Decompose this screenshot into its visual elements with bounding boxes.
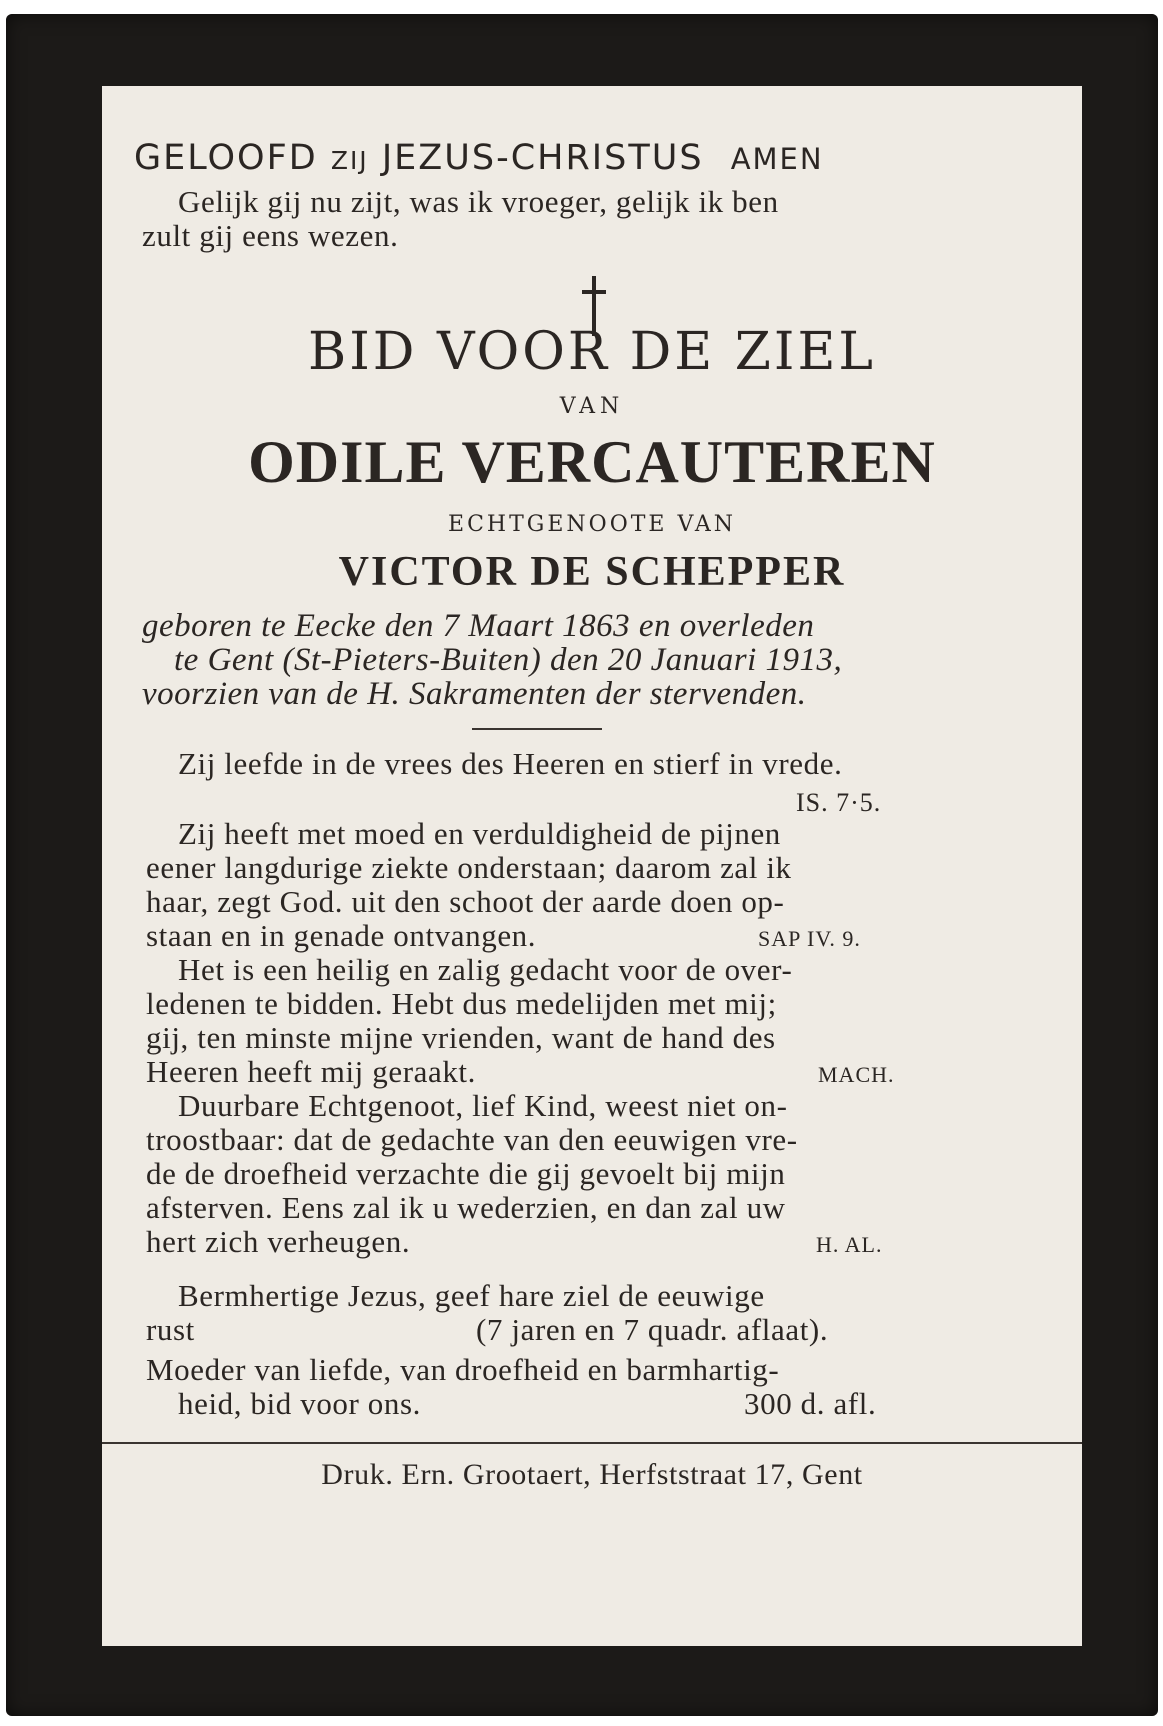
header-line-1	[134, 138, 824, 178]
title-van: VAN	[559, 394, 625, 419]
verse-4-line-3: de de droefheid verzachte die gij gevoelt bij mijn	[146, 1156, 786, 1191]
prayer-2-indulgence: 300 d. afl.	[744, 1386, 877, 1421]
verse-3-reference: MACH.	[818, 1062, 895, 1087]
verse-3-line-3: gij, ten minste mijne vrienden, want de hand des	[146, 1020, 776, 1055]
memorial-card-border	[6, 14, 1158, 1716]
prayer-1-indulgence: (7 jaren en 7 quadr. aflaat).	[476, 1312, 829, 1347]
deceased-name: ODILE VERCAUTEREN	[248, 429, 936, 495]
verse-2-reference: SAP IV. 9.	[758, 926, 861, 951]
prayer-1-line-2a: rust	[146, 1312, 195, 1347]
title-bid-voor-de-ziel: BID VOOR DE ZIEL	[308, 322, 876, 382]
header-geloofd: GELOOFD	[134, 138, 318, 178]
printer-imprint: Druk. Ern. Grootaert, Herfststraat 17, Gent	[321, 1458, 863, 1491]
spouse-name: VICTOR DE SCHEPPER	[338, 549, 846, 595]
verse-4-reference: H. AL.	[816, 1232, 883, 1257]
verse-4-line-2: troostbaar: dat de gedachte van den eeuwigen vre-	[146, 1122, 798, 1157]
bio-line-3: voorzien van de H. Sakramenten der stervenden.	[142, 676, 807, 712]
header-line-3: zult gij eens wezen.	[142, 218, 399, 253]
header-line-2: Gelijk gij nu zijt, was ik vroeger, gelijk ik ben	[178, 184, 779, 219]
prayer-2-line-1: Moeder van liefde, van droefheid en barmhartig-	[146, 1352, 780, 1387]
footer-rule	[102, 1442, 1082, 1444]
memorial-card-paper	[102, 86, 1082, 1646]
header-zij: ZIJ	[330, 146, 369, 175]
verse-4-line-1: Duurbare Echtgenoot, lief Kind, weest niet on-	[178, 1088, 788, 1123]
verse-4-line-4: afsterven. Eens zal ik u wederzien, en dan zal uw	[146, 1190, 786, 1225]
bio-line-1: geboren te Eecke den 7 Maart 1863 en overleden	[142, 608, 815, 644]
separator-rule	[472, 728, 602, 730]
verse-2-line-3: haar, zegt God. uit den schoot der aarde doen op-	[146, 884, 785, 919]
verse-3-line-2: ledenen te bidden. Hebt dus medelijden met mij;	[146, 986, 777, 1021]
verse-2-line-1: Zij heeft met moed en verduldigheid de pijnen	[178, 816, 781, 851]
verse-2-line-4: staan en in genade ontvangen.	[146, 918, 537, 953]
verse-3-line-1: Het is een heilig en zalig gedacht voor de over-	[178, 952, 793, 987]
verse-1-reference: IS. 7·5.	[796, 788, 882, 817]
verse-2-line-2: eener langdurige ziekte onderstaan; daarom zal ik	[146, 850, 792, 885]
prayer-1-line-1: Bermhertige Jezus, geef hare ziel de eeuwige	[178, 1278, 765, 1313]
header-amen: AMEN	[730, 142, 824, 176]
bio-line-2: te Gent (St-Pieters-Buiten) den 20 Januari 1913,	[174, 642, 843, 678]
verse-1-line-1: Zij leefde in de vrees des Heeren en stierf in vrede.	[178, 746, 843, 781]
verse-4-line-5: hert zich verheugen.	[146, 1224, 411, 1259]
prayer-2-line-2a: heid, bid voor ons.	[178, 1386, 422, 1421]
verse-3-line-4: Heeren heeft mij geraakt.	[146, 1054, 476, 1089]
header-jezus-christus: JEZUS-CHRISTUS	[381, 138, 704, 178]
spouse-label: ECHTGENOOTE VAN	[448, 512, 736, 537]
